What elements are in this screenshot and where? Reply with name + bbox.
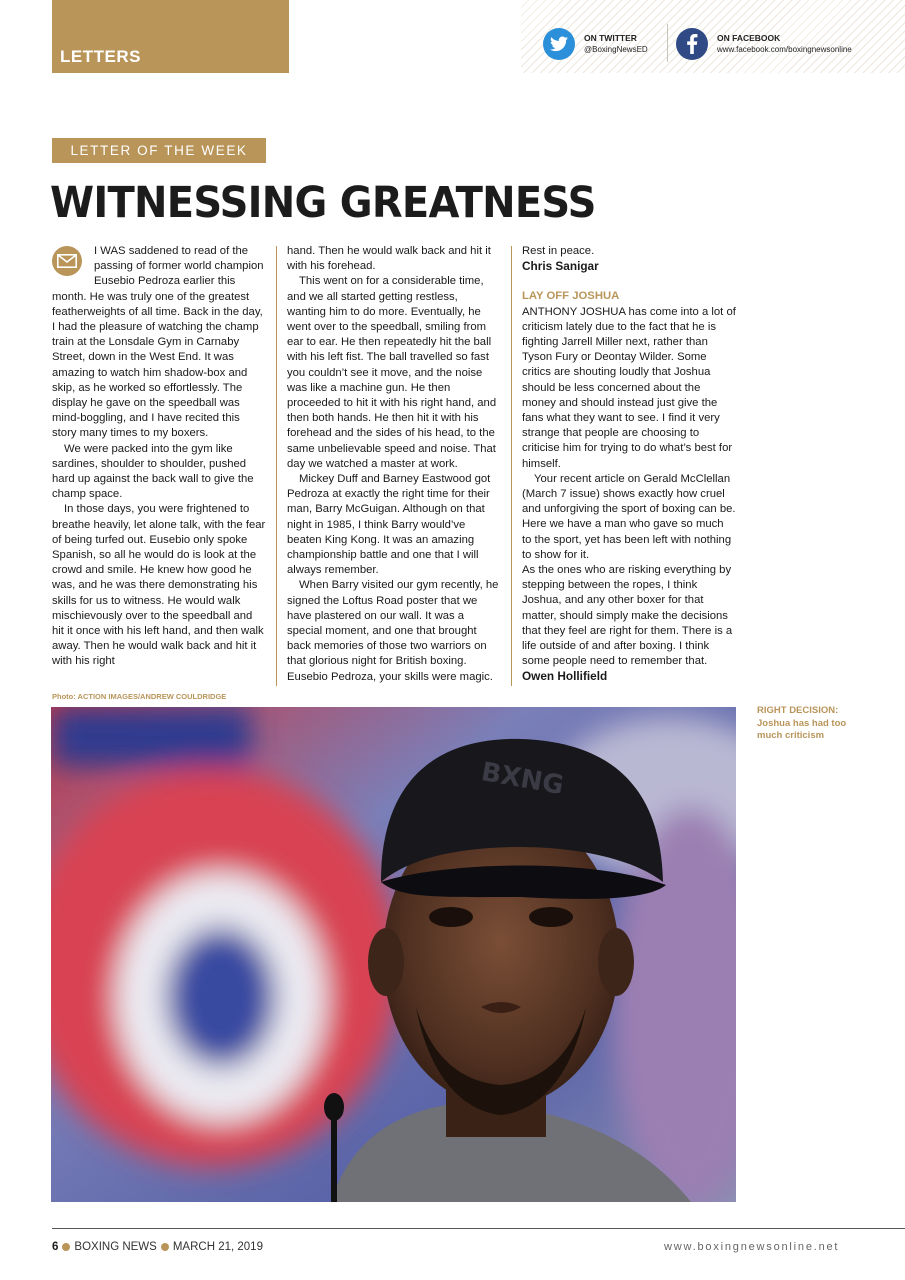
envelope-icon (52, 246, 82, 276)
letter2-title: LAY OFF JOSHUA (522, 290, 620, 303)
twitter-link[interactable] (543, 28, 648, 60)
letter1-signature: Chris Sanigar (522, 259, 599, 274)
section-tab (52, 0, 289, 73)
social-divider (667, 24, 668, 62)
column-rule (511, 246, 512, 686)
twitter-icon (543, 28, 575, 60)
letter1-paragraph: We were packed into the gym like sardines, shoulder to shoulder, pushed hard up against the back wall to give the champ space. (52, 442, 254, 501)
photo-caption (757, 705, 867, 743)
letter-of-the-week-badge: LETTER OF THE WEEK (52, 138, 266, 163)
letter1-column-1 (52, 244, 267, 670)
photo-credit: Photo: ACTION IMAGES/ANDREW COULDRIDGE (52, 692, 227, 701)
facebook-icon (676, 28, 708, 60)
letter1-paragraph: I WAS saddened to read of the passing of former world champion Eusebio Pedroza earlier this month. He was truly one of the greatest featherweights of all time. Back in the day, I had the pleasure of watching the champ train at the Lonsdale Gym in Carnaby Street, down in the West End. It was amazing to watch him shadow-box and skip, as he worked so effortlessly. The display he gave on the speedball was mind-boggling, and I have recited this story many times to my boxers. (52, 245, 264, 440)
letter1-paragraph: hand. Then he would walk back and hit it with his forehead. (287, 245, 491, 273)
letter1-column-2 (287, 244, 499, 685)
facebook-url: www.facebook.com/boxingnewsonline (717, 45, 852, 54)
headline: WITNESSING GREATNESS (50, 178, 596, 228)
letter1-paragraph: When Barry visited our gym recently, he signed the Loftus Road poster that we have plastered on our wall. It was a special moment, and one that brought back memories of those two warriors on that glorious night for British boxing. Eusebio Pedroza, your skills were magic. (287, 579, 499, 683)
joshua-photo (51, 707, 736, 1202)
cap-logo: BXNG (478, 757, 566, 802)
social-strip (521, 0, 905, 73)
footer-info (52, 1241, 263, 1253)
caption-label: RIGHT DECISION: (757, 705, 839, 716)
dot-icon (161, 1243, 169, 1251)
section-label: LETTERS (60, 47, 141, 66)
column-3 (522, 244, 736, 685)
issue-date: MARCH 21, 2019 (172, 1241, 263, 1253)
publication-name: BOXING NEWS (74, 1241, 157, 1253)
page-number: 6 (52, 1241, 59, 1253)
facebook-link[interactable] (676, 28, 852, 60)
website-link[interactable]: www.boxingnewsonline.net (664, 1241, 840, 1253)
letter1-paragraph: This went on for a considerable time, and we all started getting restless, wanting him to do more. Eventually, he went over to the speedball, smiling from ear to ear. He then repeatedly hit the ball with his left fist. The ball travelled so fast you couldn’t see it move, and the noise was like a machine gun. He then proceeded to hit it with his right hand, and then both hands. He then hit it with his forehead and the sides of his head, to the same unbelievable speed and noise. That day we watched a master at work. (287, 275, 497, 470)
facebook-label: ON FACEBOOK (717, 33, 781, 43)
twitter-handle: @BoxingNewsED (584, 45, 648, 54)
column-rule (276, 246, 277, 686)
letter1-closing: Rest in peace. (522, 245, 595, 257)
twitter-label: ON TWITTER (584, 33, 637, 43)
caption-text: Joshua has had too much criticism (757, 717, 847, 741)
letter2-signature: Owen Hollifield (522, 669, 608, 684)
footer-rule (52, 1228, 905, 1229)
letter2-paragraph: As the ones who are risking everything by stepping between the ropes, I think Joshua, and any other boxer for that matter, should simply make the decisions that they feel are right for them. There is a life outside of and after boxing. I think some people need to remember that. (522, 564, 733, 668)
letter1-paragraph: Mickey Duff and Barney Eastwood got Pedroza at exactly the right time for their man, Barry McGuigan. Although on that night in 1985, I think Barry would’ve beaten King Kong. It was an amazing championship battle and one that I will always remember. (287, 473, 491, 577)
dot-icon (62, 1243, 70, 1251)
letter1-paragraph: In those days, you were frightened to breathe heavily, let alone talk, with the fear of being turfed out. Eusebio only spoke Spanish, so all he would do is look at the crowd and smile. He knew how good he was, and he was there demonstrating his skills for us to witness. He would walk mischievously over to the speedball and hit it once with his left hand, and then walk away. Then he would walk back and hit it with his right (52, 503, 266, 668)
letter2-paragraph: Your recent article on Gerald McClellan (March 7 issue) shows exactly how cruel and unforgiving the sport of boxing can be. Here we have a man who gave so much to the sport, yet has been left with nothing to show for it. (522, 472, 736, 561)
letter2-paragraph: ANTHONY JOSHUA has come into a lot of criticism lately due to the fact that he is fighting Jarrell Miller next, rather than Tyson Fury or Deontay Wilder. Some critics are shouting loudly that Joshua should be less concerned about the money and should instead just give the fans what they want to see. I find it very strange that people are choosing to criticise him for trying to do what’s best for himself. (522, 305, 736, 470)
